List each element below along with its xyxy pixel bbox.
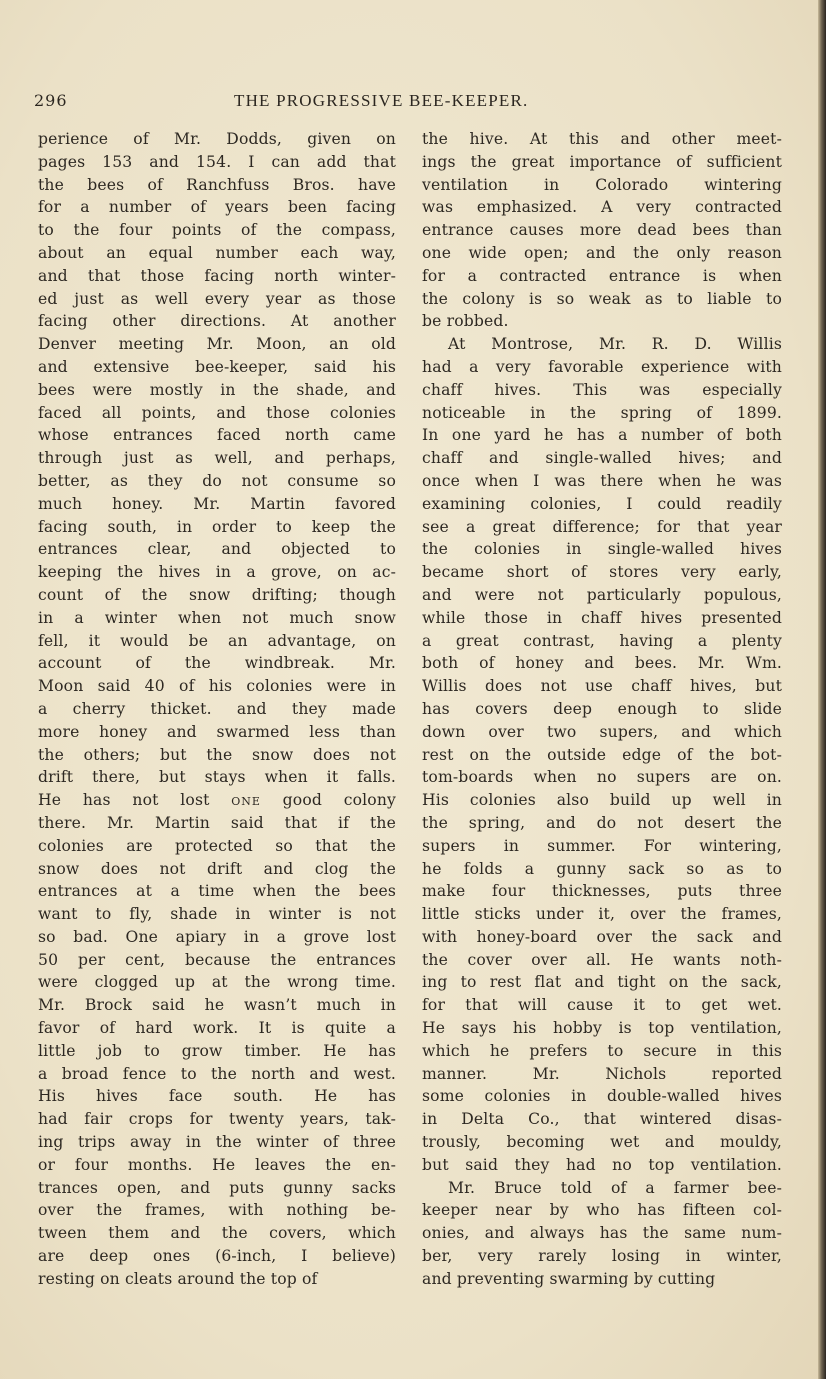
text-line: ings the great importance of sufficient: [422, 152, 782, 171]
text-line: the bees of Ranchfuss Bros. have: [38, 175, 396, 194]
text-line: ing to rest flat and tight on the sack,: [422, 973, 782, 992]
text-line: resting on cleats around the top of: [38, 1269, 318, 1288]
text-line: became short of stores very early,: [422, 563, 782, 582]
text-line: the cover over all. He wants noth-: [422, 950, 782, 969]
text-line: noticeable in the spring of 1899.: [422, 403, 782, 422]
text-line: tween them and the covers, which: [38, 1224, 396, 1243]
text-line: Mr. Bruce told of a farmer bee-: [448, 1178, 782, 1197]
text-line: and extensive bee-keeper, said his: [38, 357, 396, 376]
text-line: in a winter when not much snow: [38, 608, 396, 627]
text-line: one wide open; and the only reason: [422, 243, 782, 262]
text-line: about an equal number each way,: [38, 243, 396, 262]
text-line: little job to grow timber. He has: [38, 1041, 396, 1060]
text-line: through just as well, and perhaps,: [38, 449, 396, 468]
text-line: which he prefers to secure in this: [422, 1041, 782, 1060]
text-line: with honey-board over the sack and: [422, 927, 782, 946]
text-line: to the four points of the compass,: [38, 221, 396, 240]
text-line: for that will cause it to get wet.: [422, 996, 782, 1015]
page-number: 296: [34, 91, 68, 110]
text-line: he folds a gunny sack so as to: [422, 859, 782, 878]
text-line: are deep ones (6-inch, I believe): [38, 1247, 396, 1266]
text-line: ber, very rarely losing in winter,: [422, 1247, 782, 1266]
text-line: had a very favorable experience with: [422, 357, 782, 376]
text-line: want to fly, shade in winter is not: [38, 905, 396, 924]
text-line: ventilation in Colorado wintering: [422, 175, 782, 194]
text-line: has covers deep enough to slide: [422, 699, 782, 718]
text-line: little sticks under it, over the frames,: [422, 905, 782, 924]
page-header: [34, 91, 774, 113]
page-binding-edge: [818, 0, 826, 1379]
text-line: pages 153 and 154. I can add that: [38, 152, 396, 171]
text-line: tom-boards when no supers are on.: [422, 768, 782, 787]
text-line: a great contrast, having a plenty: [422, 631, 782, 650]
text-line: At Montrose, Mr. R. D. Willis: [448, 335, 782, 354]
right-column: [422, 128, 782, 1291]
left-column: [38, 128, 396, 1291]
text-line: Moon said 40 of his colonies were in: [38, 677, 396, 696]
text-line: facing south, in order to keep the: [38, 517, 396, 536]
text-line: faced all points, and those colonies: [38, 403, 396, 422]
text-line: ing trips away in the winter of three: [38, 1133, 396, 1152]
text-line: make four thicknesses, puts three: [422, 882, 782, 901]
text-line: both of honey and bees. Mr. Wm.: [422, 654, 782, 673]
text-line: colonies are protected so that the: [38, 836, 396, 855]
text-line: 50 per cent, because the entrances: [38, 950, 396, 969]
text-line: His hives face south. He has: [38, 1087, 396, 1106]
text-line: keeper near by who has fifteen col-: [422, 1201, 782, 1220]
text-line: more honey and swarmed less than: [38, 722, 396, 741]
text-line: a broad fence to the north and west.: [38, 1064, 396, 1083]
text-line: Willis does not use chaff hives, but: [422, 677, 782, 696]
text-line: chaff hives. This was especially: [422, 380, 782, 399]
text-line: rest on the outside edge of the bot-: [422, 745, 782, 764]
text-line: but said they had no top ventilation.: [422, 1155, 782, 1174]
text-line: favor of hard work. It is quite a: [38, 1019, 396, 1038]
text-line: there. Mr. Martin said that if the: [38, 813, 396, 832]
text-line: see a great difference; for that year: [422, 517, 782, 536]
text-line: His colonies also build up well in: [422, 791, 782, 810]
text-line: snow does not drift and clog the: [38, 859, 396, 878]
text-line: He says his hobby is top ventilation,: [422, 1019, 782, 1038]
text-line: while those in chaff hives presented: [422, 608, 782, 627]
text-line: facing other directions. At another: [38, 312, 396, 331]
text-line: the others; but the snow does not: [38, 745, 396, 764]
text-line: entrances clear, and objected to: [38, 540, 396, 559]
text-line: count of the snow drifting; though: [38, 585, 396, 604]
text-line: fell, it would be an advantage, on: [38, 631, 396, 650]
text-line: down over two supers, and which: [422, 722, 782, 741]
text-line: trances open, and puts gunny sacks: [38, 1178, 396, 1197]
text-line: manner. Mr. Nichols reported: [422, 1064, 782, 1083]
text-line: Mr. Brock said he wasn’t much in: [38, 996, 396, 1015]
text-line: supers in summer. For wintering,: [422, 836, 782, 855]
text-line: and that those facing north winter-: [38, 266, 396, 285]
text-line: in Delta Co., that wintered disas-: [422, 1110, 782, 1129]
text-line: once when I was there when he was: [422, 471, 782, 490]
text-line: examining colonies, I could readily: [422, 494, 782, 513]
text-line: the spring, and do not desert the: [422, 813, 782, 832]
text-line: for a number of years been facing: [38, 198, 396, 217]
text-line: perience of Mr. Dodds, given on: [38, 130, 396, 148]
text-line: keeping the hives in a grove, on ac-: [38, 563, 396, 582]
running-title: THE PROGRESSIVE BEE-KEEPER.: [234, 91, 529, 110]
text-line: for a contracted entrance is when: [422, 266, 782, 285]
text-line: or four months. He leaves the en-: [38, 1155, 396, 1174]
text-line: better, as they do not consume so: [38, 471, 396, 490]
text-line: much honey. Mr. Martin favored: [38, 494, 396, 513]
text-line: had fair crops for twenty years, tak-: [38, 1110, 396, 1129]
text-line: drift there, but stays when it falls.: [38, 768, 396, 787]
text-line: bees were mostly in the shade, and: [38, 380, 396, 399]
text-line: ed just as well every year as those: [38, 289, 396, 308]
text-line: over the frames, with nothing be-: [38, 1201, 396, 1220]
emphasis-word: one: [231, 791, 261, 810]
text-line: the colony is so weak as to liable to: [422, 289, 782, 308]
text-line: Denver meeting Mr. Moon, an old: [38, 335, 396, 354]
text-line: account of the windbreak. Mr.: [38, 654, 396, 673]
text-line: a cherry thicket. and they made: [38, 699, 396, 718]
text-line: so bad. One apiary in a grove lost: [38, 927, 396, 946]
text-line: chaff and single-walled hives; and: [422, 449, 782, 468]
text-line: entrance causes more dead bees than: [422, 221, 782, 240]
text-line: the hive. At this and other meet-: [422, 130, 782, 148]
text-line: He has not lost one good colony: [38, 791, 396, 810]
text-line: whose entrances faced north came: [38, 426, 396, 445]
text-line: trously, becoming wet and mouldy,: [422, 1133, 782, 1152]
text-line: onies, and always has the same num-: [422, 1224, 782, 1243]
text-line: were clogged up at the wrong time.: [38, 973, 396, 992]
text-line: and were not particularly populous,: [422, 585, 782, 604]
text-line: and preventing swarming by cutting: [422, 1269, 716, 1288]
text-line: some colonies in double-walled hives: [422, 1087, 782, 1106]
text-line: entrances at a time when the bees: [38, 882, 396, 901]
text-line: In one yard he has a number of both: [422, 426, 782, 445]
text-line: was emphasized. A very contracted: [422, 198, 782, 217]
text-line: be robbed.: [422, 312, 509, 331]
text-line: the colonies in single-walled hives: [422, 540, 782, 559]
